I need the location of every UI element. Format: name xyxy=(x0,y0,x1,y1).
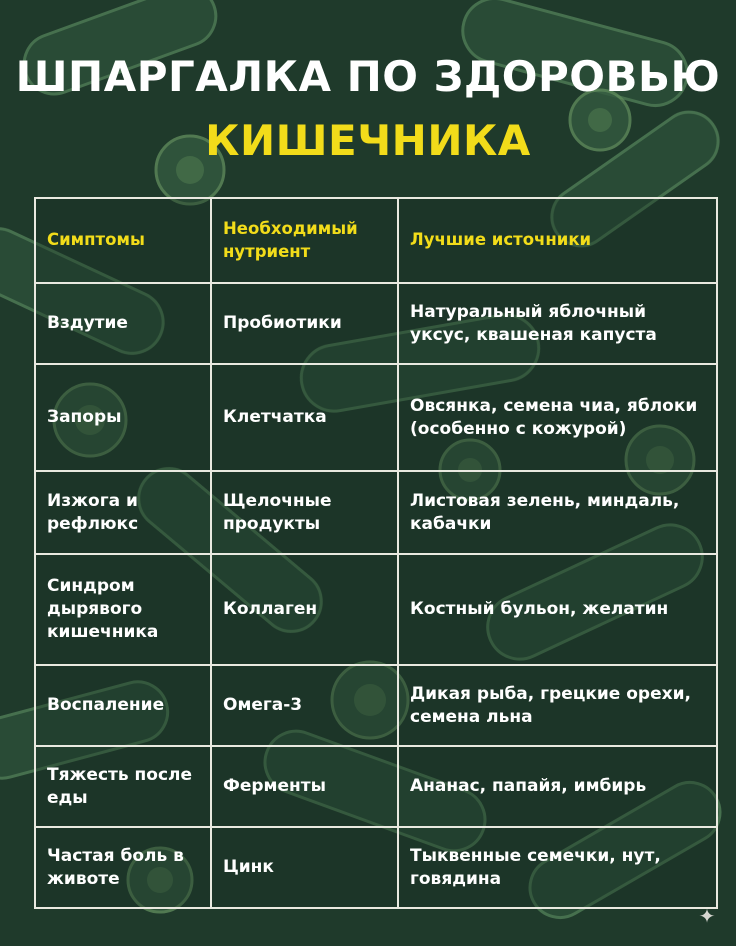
sparkle-icon: ✦ xyxy=(698,904,716,928)
cell-nutrient: Коллаген xyxy=(211,554,398,665)
cell-nutrient: Цинк xyxy=(211,827,398,908)
cell-sources: Листовая зелень, миндаль, кабачки xyxy=(398,471,717,554)
header-nutrient: Необходимый нутриент xyxy=(211,198,398,283)
cell-nutrient: Клетчатка xyxy=(211,364,398,471)
cell-nutrient: Ферменты xyxy=(211,746,398,827)
cell-symptom: Воспаление xyxy=(35,665,211,746)
header-symptom: Симптомы xyxy=(35,198,211,283)
table-row xyxy=(35,665,717,746)
cell-sources: Овсянка, семена чиа, яблоки (особенно с кожурой) xyxy=(398,364,717,471)
cell-sources: Натуральный яблочный уксус, квашеная капуста xyxy=(398,283,717,364)
cell-nutrient: Щелочные продукты xyxy=(211,471,398,554)
cell-sources: Дикая рыба, грецкие орехи, семена льна xyxy=(398,665,717,746)
cell-symptom: Изжога и рефлюкс xyxy=(35,471,211,554)
cell-symptom: Частая боль в животе xyxy=(35,827,211,908)
cell-nutrient: Омега-3 xyxy=(211,665,398,746)
cell-nutrient: Пробиотики xyxy=(211,283,398,364)
table-row xyxy=(35,827,717,908)
cell-symptom: Запоры xyxy=(35,364,211,471)
header-sources: Лучшие источники xyxy=(398,198,717,283)
cell-sources: Костный бульон, желатин xyxy=(398,554,717,665)
table-row xyxy=(35,746,717,827)
table-row xyxy=(35,554,717,665)
cell-sources: Тыквенные семечки, нут, говядина xyxy=(398,827,717,908)
cell-symptom: Синдром дырявого кишечника xyxy=(35,554,211,665)
table-row xyxy=(35,364,717,471)
cell-sources: Ананас, папайя, имбирь xyxy=(398,746,717,827)
gut-health-table xyxy=(34,197,718,909)
table-header-row xyxy=(35,198,717,283)
page-title: ШПАРГАЛКА ПО ЗДОРОВЬЮ xyxy=(15,52,721,101)
table-row xyxy=(35,283,717,364)
cell-symptom: Тяжесть после еды xyxy=(35,746,211,827)
page-title-highlight: КИШЕЧНИКА xyxy=(205,116,531,165)
cell-symptom: Вздутие xyxy=(35,283,211,364)
table-row xyxy=(35,471,717,554)
